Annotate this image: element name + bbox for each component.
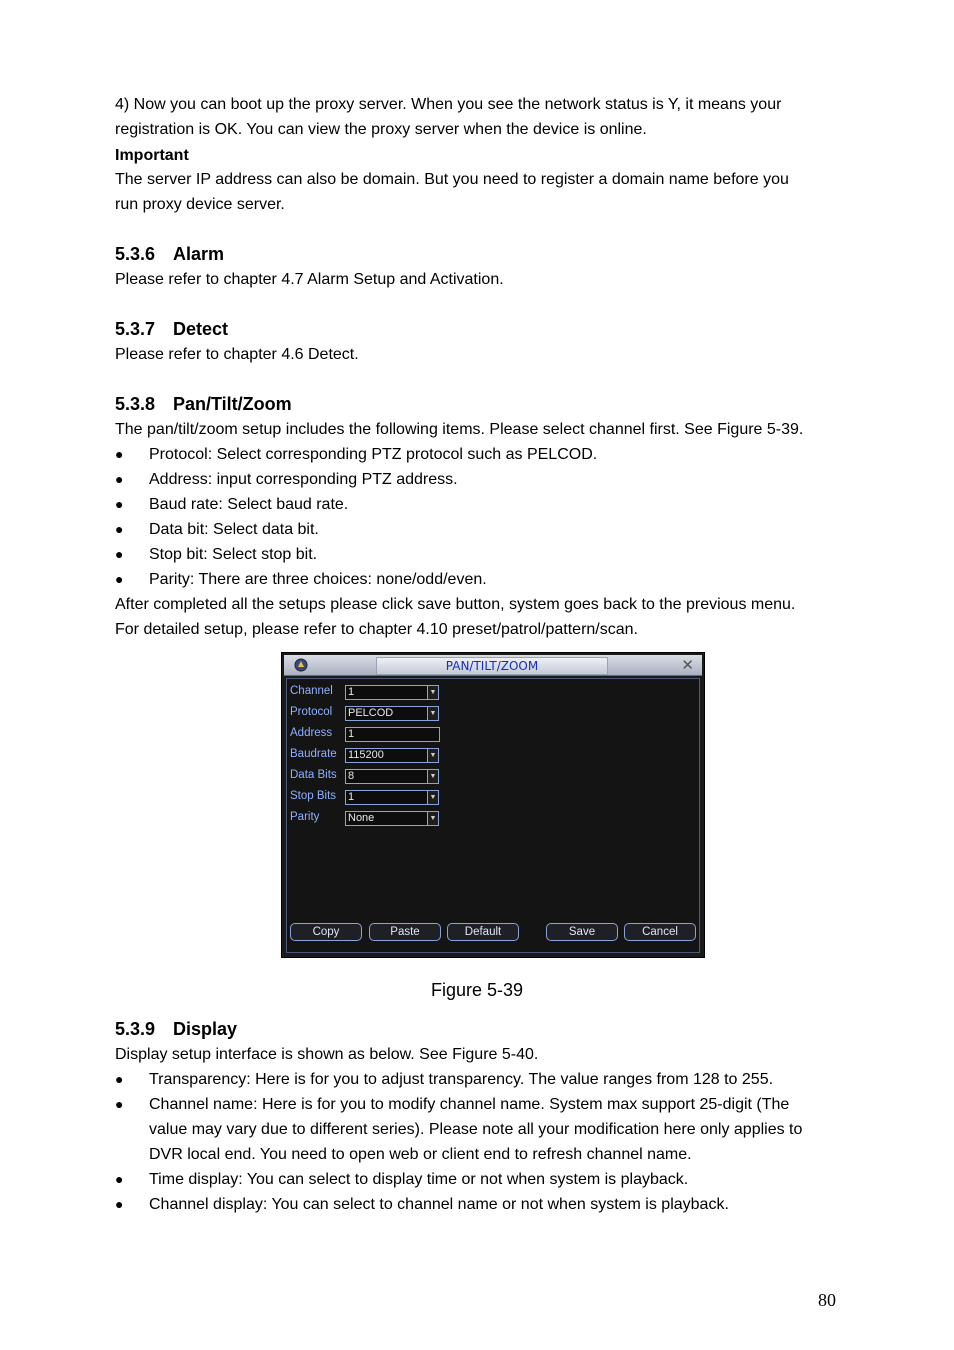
bullet-icon: ● [115, 496, 124, 512]
bullet-icon: ● [115, 571, 124, 587]
ptz-bullet: Stop bit: Select stop bit. [149, 546, 318, 563]
ptz-bullet: Address: input corresponding PTZ address. [149, 471, 458, 488]
important-line-2: run proxy device server. [115, 196, 285, 213]
chevron-down-icon[interactable]: ▼ [427, 706, 439, 721]
ptz-form [281, 652, 705, 958]
bullet-icon: ● [115, 521, 124, 537]
section-heading-alarm [115, 244, 224, 265]
ptz-intro: The pan/tilt/zoom setup includes the following items. Please select channel first. See Figure 5-39. [115, 421, 804, 438]
ptz-after-1: After completed all the setups please click save button, system goes back to the previous menu. [115, 596, 796, 613]
baudrate-select[interactable]: 115200 [345, 748, 437, 763]
ptz-bullet: Protocol: Select corresponding PTZ protocol such as PELCOD. [149, 446, 598, 463]
paste-button[interactable]: Paste [369, 923, 441, 941]
important-label: Important [115, 147, 189, 164]
stop-bits-select[interactable]: 1 [345, 790, 437, 805]
bullet-icon: ● [115, 471, 124, 487]
alarm-text: Please refer to chapter 4.7 Alarm Setup and Activation. [115, 271, 504, 288]
channel-select[interactable]: 1 [345, 685, 437, 700]
section-heading-display [115, 1019, 237, 1040]
close-icon[interactable]: ✕ [681, 656, 694, 674]
address-input[interactable]: 1 [345, 727, 440, 742]
bullet-icon: ● [115, 446, 124, 462]
copy-button[interactable]: Copy [290, 923, 362, 941]
display-bullet: Transparency: Here is for you to adjust transparency. The value ranges from 128 to 255. [149, 1071, 774, 1088]
display-bullet: Channel display: You can select to channel name or not when system is playback. [149, 1196, 729, 1213]
address-label: Address [290, 727, 333, 739]
section-number: 5.3.9 [115, 1019, 156, 1039]
display-intro: Display setup interface is shown as below. See Figure 5-40. [115, 1046, 539, 1063]
section-number: 5.3.6 [115, 244, 156, 264]
section-heading-detect [115, 319, 228, 340]
display-bullet: Channel name: Here is for you to modify channel name. System max support 25-digit (The [149, 1096, 790, 1113]
bullet-icon: ● [115, 1196, 124, 1212]
protocol-select[interactable]: PELCOD [345, 706, 437, 721]
important-line-1: The server IP address can also be domain. But you need to register a domain name before you [115, 171, 789, 188]
display-bullet-cont: value may vary due to different series). Please note all your modification here only applies to [149, 1121, 803, 1138]
section-title: Detect [173, 319, 229, 339]
intro-line-1: 4) Now you can boot up the proxy server. When you see the network status is Y, it means your [115, 96, 782, 113]
figure-caption: Figure 5-39 [430, 980, 524, 1000]
section-title: Alarm [173, 244, 225, 264]
section-number: 5.3.7 [115, 319, 156, 339]
data-bits-label: Data Bits [290, 769, 337, 781]
bullet-icon: ● [115, 546, 124, 562]
protocol-label: Protocol [290, 706, 333, 718]
intro-line-2: registration is OK. You can view the proxy server when the device is online. [115, 121, 647, 138]
chevron-down-icon[interactable]: ▼ [427, 685, 439, 700]
bullet-icon: ● [115, 1171, 124, 1187]
page-number: 80 [818, 1290, 836, 1310]
stop-bits-label: Stop Bits [290, 790, 337, 802]
data-bits-select[interactable]: 8 [345, 769, 437, 784]
display-bullet-cont: DVR local end. You need to open web or client end to refresh channel name. [149, 1146, 692, 1163]
section-title: Pan/Tilt/Zoom [173, 394, 292, 414]
chevron-down-icon[interactable]: ▼ [427, 790, 439, 805]
baudrate-label: Baudrate [290, 748, 337, 760]
section-number: 5.3.8 [115, 394, 156, 414]
ptz-bullet: Data bit: Select data bit. [149, 521, 319, 538]
ptz-bullet: Baud rate: Select baud rate. [149, 496, 349, 513]
channel-label: Channel [290, 685, 333, 697]
section-title: Display [173, 1019, 238, 1039]
chevron-down-icon[interactable]: ▼ [427, 811, 439, 826]
detect-text: Please refer to chapter 4.6 Detect. [115, 346, 359, 363]
section-heading-ptz [115, 394, 292, 415]
display-bullet: Time display: You can select to display time or not when system is playback. [149, 1171, 689, 1188]
bullet-icon: ● [115, 1071, 124, 1087]
dialog-title: PAN/TILT/ZOOM [376, 657, 608, 675]
default-button[interactable]: Default [447, 923, 519, 941]
bullet-icon: ● [115, 1096, 124, 1112]
chevron-down-icon[interactable]: ▼ [427, 769, 439, 784]
ptz-after-2: For detailed setup, please refer to chapter 4.10 preset/patrol/pattern/scan. [115, 621, 638, 638]
cancel-button[interactable]: Cancel [624, 923, 696, 941]
save-button[interactable]: Save [546, 923, 618, 941]
parity-label: Parity [290, 811, 320, 823]
parity-select[interactable]: None [345, 811, 437, 826]
chevron-down-icon[interactable]: ▼ [427, 748, 439, 763]
ptz-bullet: Parity: There are three choices: none/odd/even. [149, 571, 487, 588]
